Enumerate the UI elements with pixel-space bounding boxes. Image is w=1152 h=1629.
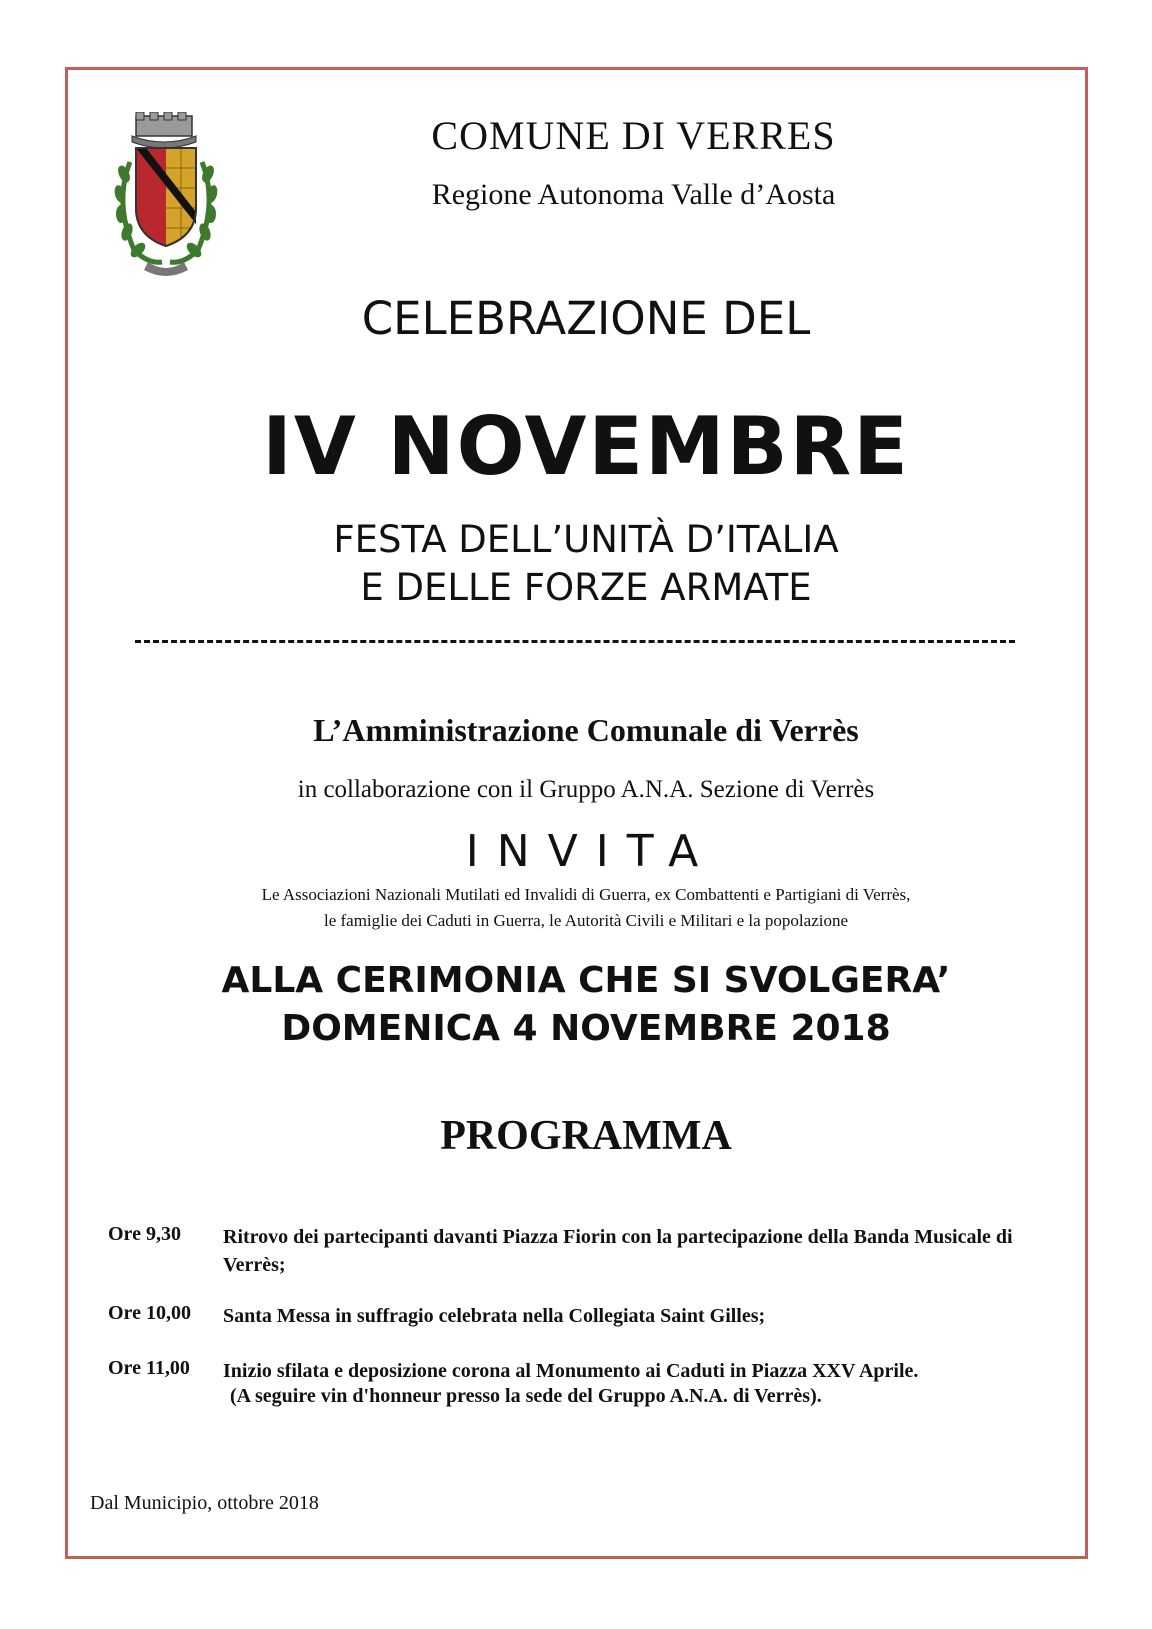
invitees-line1: Le Associazioni Nazionali Mutilati ed Invalidi di Guerra, ex Combattenti e Partigiani di Verrès, [261,885,911,904]
comune-title: COMUNE DI VERRES [431,113,836,158]
programme-description: Ritrovo dei partecipanti davanti Piazza Fiorin con la partecipazione della Banda Musicale di Verrès; [223,1226,1013,1276]
programme-description: Inizio sfilata e deposizione corona al Monumento ai Caduti in Piazza XXV Aprile. [223,1360,919,1382]
poster-border [65,67,1088,1559]
regione-subtitle: Regione Autonoma Valle d’Aosta [431,178,836,211]
invita-heading: INVITA [465,826,717,877]
programme-time: Ore 11,00 [108,1357,190,1379]
event-date-title: IV NOVEMBRE [262,400,910,493]
footer-signature: Dal Municipio, ottobre 2018 [90,1492,319,1514]
ceremony-date: DOMENICA 4 NOVEMBRE 2018 [281,1008,891,1049]
programme-note: (A seguire vin d'honneur presso la sede del Gruppo A.N.A. di Verrès). [230,1385,822,1407]
programme-time: Ore 10,00 [108,1302,191,1324]
celebration-heading: CELEBRAZIONE DEL [361,292,811,345]
dashed-divider [135,640,1015,643]
programme-heading: PROGRAMMA [440,1113,732,1159]
festa-subtitle-line2: E DELLE FORZE ARMATE [360,566,812,609]
collaboration-line: in collaborazione con il Gruppo A.N.A. Sezione di Verrès [297,776,875,803]
administration-heading: L’Amministrazione Comunale di Verrès [313,712,859,748]
festa-subtitle-line1: FESTA DELL’UNITÀ D’ITALIA [333,518,839,561]
programme-time: Ore 9,30 [108,1223,181,1245]
invitees-line2: le famiglie dei Caduti in Guerra, le Autorità Civili e Militari e la popolazione [323,911,849,930]
ceremony-line1: ALLA CERIMONIA CHE SI SVOLGERA’ [221,960,951,1001]
programme-description: Santa Messa in suffragio celebrata nella Collegiata Saint Gilles; [223,1305,766,1327]
